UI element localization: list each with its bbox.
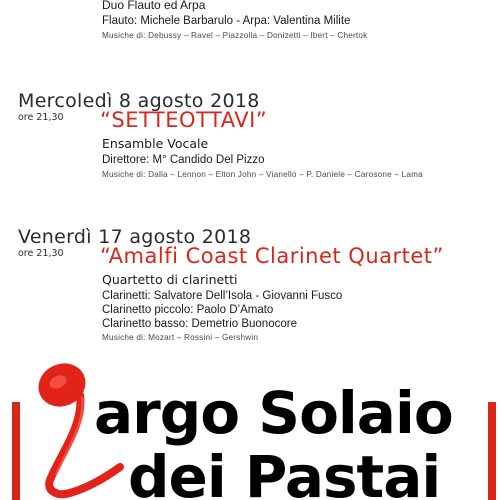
event2-music: Musiche di: Dalla – Lennon – Elton John – Vianello – P. Daniele – Carosone – Lama — [102, 170, 423, 179]
event1-performers: Flauto: Michele Barbarulo - Arpa: Valentina Milite — [102, 15, 351, 27]
event1-type: Duo Flauto ed Arpa — [102, 0, 206, 12]
event3-music: Musiche di: Mozart – Rossini – Gershwin — [102, 333, 259, 342]
event2-type: Ensamble Vocale — [102, 136, 209, 151]
event2-title: “SETTEOTTAVI” — [100, 108, 268, 132]
event2-time: ore 21,30 — [18, 112, 64, 123]
logo-line1: argo Solaio — [94, 379, 453, 447]
logo-line2: dei Pastai — [128, 443, 441, 500]
event3-date: Venerdì 17 agosto 2018 — [18, 226, 252, 248]
event3-performer-clarinetti: Clarinetti: Salvatore Dell’Isola - Giovanni Fusco — [102, 290, 343, 302]
event3-performer-piccolo: Clarinetto piccolo: Paolo D’Amato — [102, 304, 274, 316]
event2-director: Direttore: M° Candido Del Pizzo — [102, 154, 265, 166]
event1-music: Musiche di: Debussy – Ravel – Piazzolla – Donizetti – Ibert – Chertok — [102, 31, 368, 40]
event3-time: ore 21,30 — [18, 248, 64, 259]
logo-right-red-bar — [488, 402, 496, 500]
logo-left-red-bar — [12, 402, 20, 500]
event3-type: Quartetto di clarinetti — [102, 272, 238, 287]
event2-date: Mercoledì 8 agosto 2018 — [18, 90, 260, 112]
event3-title: “Amalfi Coast Clarinet Quartet” — [100, 244, 444, 268]
event3-performer-basso: Clarinetto basso: Demetrio Buonocore — [102, 318, 297, 330]
